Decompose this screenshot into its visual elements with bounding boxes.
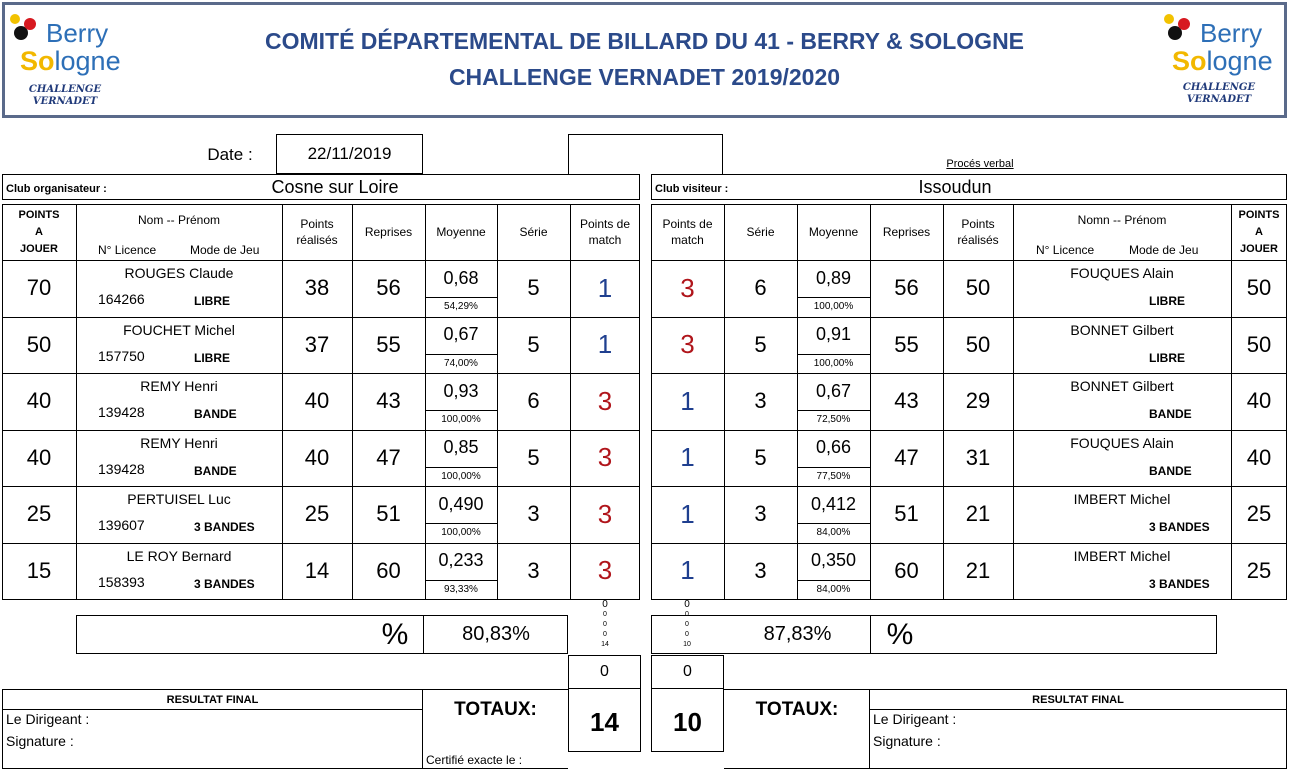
right-totaux-label: TOTAUX: <box>755 699 839 720</box>
player-name: REMY Henri <box>140 434 218 451</box>
left-pct-value: 80,83% <box>462 623 530 645</box>
right-score-table <box>651 204 1287 599</box>
header-text: match <box>671 233 704 247</box>
header-reprises: Reprises <box>882 225 931 239</box>
header-points-realises <box>282 204 352 260</box>
moyenne: 0,89 <box>815 267 852 288</box>
header-text: Points <box>961 217 995 231</box>
moyenne: 0,67 <box>815 380 852 401</box>
points-a-jouer: 40 <box>26 444 52 470</box>
points-match: 1 <box>680 498 695 529</box>
moyenne-pct: 100,00% <box>441 527 481 538</box>
serie: 5 <box>754 444 767 470</box>
game-mode: LIBRE <box>194 294 230 308</box>
game-mode: 3 BANDES <box>194 520 255 534</box>
right-total: 10 <box>673 706 702 737</box>
moyenne: 0,85 <box>443 437 479 457</box>
header-points-match <box>570 204 640 260</box>
points-match: 3 <box>680 329 695 360</box>
moyenne: 0,91 <box>815 324 852 344</box>
reprises: 47 <box>894 444 919 470</box>
moyenne-pct: 100,00% <box>813 301 854 312</box>
moyenne: 0,233 <box>438 550 484 570</box>
moyenne: 0,93 <box>443 380 479 401</box>
moyenne-pct: 77,50% <box>816 470 851 482</box>
points-a-jouer: 25 <box>1246 501 1272 527</box>
points-match: 3 <box>597 498 613 529</box>
serie: 3 <box>754 557 767 583</box>
header-points-realises <box>943 204 1013 260</box>
points-match: 1 <box>597 272 613 303</box>
right-small-values: 0 0 0 0 10 <box>683 599 691 648</box>
left-small-values: 0 0 0 0 14 <box>601 599 609 648</box>
player-name: PERTUISEL Luc <box>127 491 231 507</box>
player-name: BONNET Gilbert <box>1070 321 1174 338</box>
header-licence: N° Licence <box>98 243 157 257</box>
right-pct-value: 87,83% <box>763 623 832 645</box>
reprises: 43 <box>376 388 401 414</box>
points-realises: 50 <box>965 331 991 357</box>
serie: 6 <box>754 275 767 301</box>
right-dirigeant: Le Dirigeant : <box>873 711 957 727</box>
player-name: BONNET Gilbert <box>1070 378 1174 394</box>
moyenne-pct: 84,00% <box>816 527 851 538</box>
player-licence: 139428 <box>98 404 145 420</box>
serie: 3 <box>754 501 767 527</box>
club-vis-value: Issoudun <box>918 176 992 197</box>
points-realises: 21 <box>965 557 991 583</box>
page-subtitle: CHALLENGE VERNADET 2019/2020 <box>448 64 841 90</box>
points-a-jouer: 40 <box>1246 444 1272 470</box>
header-mode: Mode de Jeu <box>1129 243 1199 257</box>
moyenne-pct: 84,00% <box>816 583 851 595</box>
moyenne: 0,68 <box>443 267 479 288</box>
points-a-jouer: 70 <box>26 275 52 301</box>
header-text: POINTS <box>18 208 60 221</box>
header-nom-prenom: Nomn -- Prénom <box>1077 213 1167 227</box>
game-mode: 3 BANDES <box>1149 520 1210 534</box>
player-licence: 139428 <box>98 460 145 477</box>
player-name: LE ROY Bernard <box>126 547 232 564</box>
header-text: réalisés <box>957 233 999 247</box>
serie: 5 <box>754 331 767 357</box>
moyenne-pct: 74,00% <box>444 357 478 369</box>
player-name: FOUQUES Alain <box>1070 434 1174 451</box>
points-realises: 21 <box>965 501 991 527</box>
player-licence: 164266 <box>98 291 145 307</box>
header-serie: Série <box>746 225 775 239</box>
points-realises: 38 <box>304 275 330 301</box>
points-realises: 14 <box>304 557 330 583</box>
player-name: IMBERT Michel <box>1073 547 1171 564</box>
moyenne: 0,350 <box>810 550 857 570</box>
moyenne-pct: 100,00% <box>813 357 854 369</box>
right-pct-symbol: % <box>886 617 914 651</box>
game-mode: LIBRE <box>1149 350 1185 365</box>
serie: 5 <box>527 331 540 357</box>
club-vis-label: Club visiteur : <box>655 183 729 195</box>
header-reprises: Reprises <box>364 225 413 239</box>
serie: 5 <box>527 275 540 301</box>
page-title: COMITÉ DÉPARTEMENTAL DE BILLARD DU 41 - BERRY & SOLOGNE <box>264 28 1025 54</box>
reprises: 60 <box>376 557 401 583</box>
points-a-jouer: 50 <box>26 331 52 357</box>
header-text: JOUER <box>1240 242 1278 255</box>
serie: 3 <box>754 388 767 414</box>
right-signature: Signature : <box>873 733 941 749</box>
reprises: 43 <box>894 388 919 414</box>
club-org-label: Club organisateur : <box>6 183 107 195</box>
header-serie: Série <box>519 225 548 239</box>
serie: 3 <box>527 557 540 583</box>
moyenne: 0,67 <box>443 324 479 344</box>
moyenne-pct: 72,50% <box>816 414 851 425</box>
game-mode: LIBRE <box>194 350 230 365</box>
player-name: IMBERT Michel <box>1073 491 1171 507</box>
points-a-jouer: 40 <box>26 388 52 414</box>
date-label: Date : <box>207 145 253 164</box>
header-moyenne: Moyenne <box>808 225 859 239</box>
points-match: 1 <box>680 555 695 586</box>
left-signature: Signature : <box>6 733 74 749</box>
serie: 6 <box>527 388 540 414</box>
game-mode: BANDE <box>194 407 237 421</box>
moyenne-pct: 54,29% <box>444 301 478 312</box>
player-name: FOUCHET Michel <box>123 321 235 338</box>
points-realises: 29 <box>965 388 991 414</box>
header-text: Points <box>300 217 334 231</box>
points-match: 3 <box>597 442 613 473</box>
points-match: 1 <box>597 329 613 360</box>
right-zero: 0 <box>683 663 692 680</box>
header-text: JOUER <box>20 242 58 255</box>
reprises: 60 <box>894 557 919 583</box>
right-resultat-final: RESULTAT FINAL <box>1032 693 1124 706</box>
player-name: ROUGES Claude <box>124 265 234 281</box>
points-realises: 40 <box>304 388 330 414</box>
game-mode: BANDE <box>1149 407 1192 421</box>
header-banner <box>2 2 1287 118</box>
reprises: 51 <box>894 501 919 527</box>
date-value: 22/11/2019 <box>307 144 392 163</box>
header-points-a-jouer <box>2 204 76 260</box>
points-match: 3 <box>597 385 613 416</box>
left-totaux-label: TOTAUX: <box>454 699 537 720</box>
points-realises: 31 <box>965 444 991 470</box>
left-score-table <box>2 204 640 599</box>
player-licence: 139607 <box>98 517 145 533</box>
reprises: 47 <box>376 444 401 470</box>
points-match: 3 <box>597 555 613 586</box>
reprises: 56 <box>376 275 401 301</box>
club-org-value: Cosne sur Loire <box>271 176 399 197</box>
moyenne: 0,412 <box>810 493 857 514</box>
header-text: Points de <box>662 217 713 231</box>
points-realises: 37 <box>304 331 330 357</box>
proces-verbal: Procés verbal <box>946 158 1014 170</box>
moyenne-pct: 100,00% <box>441 414 481 425</box>
left-dirigeant: Le Dirigeant : <box>6 711 90 727</box>
game-mode: 3 BANDES <box>1149 576 1210 591</box>
points-a-jouer: 40 <box>1246 388 1272 414</box>
points-realises: 40 <box>304 444 330 470</box>
moyenne: 0,490 <box>438 493 484 514</box>
left-total: 14 <box>590 706 619 737</box>
player-name: FOUQUES Alain <box>1070 265 1174 281</box>
player-licence: 158393 <box>98 573 145 590</box>
points-realises: 25 <box>304 501 330 527</box>
left-zero: 0 <box>600 663 609 680</box>
header-text: réalisés <box>296 233 338 247</box>
game-mode: BANDE <box>1149 463 1192 478</box>
game-mode: LIBRE <box>1149 294 1185 308</box>
serie: 5 <box>527 444 540 470</box>
moyenne-pct: 100,00% <box>441 470 481 482</box>
header-licence: N° Licence <box>1036 243 1095 257</box>
logo-right: Berry Sologne CHALLENGE VERNADET <box>1164 12 1289 112</box>
game-mode: BANDE <box>194 463 237 478</box>
logo-left: Berry Sologne CHALLENGE VERNADET <box>10 12 140 112</box>
header-points-match <box>651 204 724 260</box>
points-match: 1 <box>680 442 695 473</box>
points-a-jouer: 15 <box>26 557 52 583</box>
header-mode: Mode de Jeu <box>190 243 260 257</box>
moyenne: 0,66 <box>815 437 852 457</box>
header-text: Points de <box>579 217 631 231</box>
header-points-a-jouer <box>1231 204 1287 260</box>
header-moyenne: Moyenne <box>436 225 486 239</box>
game-mode: 3 BANDES <box>194 576 255 591</box>
reprises: 56 <box>894 275 919 301</box>
points-a-jouer: 50 <box>1246 275 1272 301</box>
points-a-jouer: 50 <box>1246 331 1272 357</box>
points-realises: 50 <box>965 275 991 301</box>
header-text: POINTS <box>1238 208 1280 221</box>
points-match: 3 <box>680 272 695 303</box>
points-match: 1 <box>680 385 695 416</box>
header-text: A <box>1255 225 1263 238</box>
points-a-jouer: 25 <box>26 501 52 527</box>
header-nom-prenom: Nom -- Prénom <box>137 213 220 227</box>
points-a-jouer: 25 <box>1246 557 1272 583</box>
reprises: 51 <box>376 501 401 527</box>
header-text: A <box>35 225 43 238</box>
serie: 3 <box>527 501 540 527</box>
reprises: 55 <box>894 331 919 357</box>
player-name: REMY Henri <box>140 378 218 394</box>
blank-box <box>568 134 723 174</box>
certifie-label: Certifié exacte le : <box>426 753 523 767</box>
left-pct-symbol: % <box>381 617 409 651</box>
player-licence: 157750 <box>98 347 145 364</box>
left-resultat-final: RESULTAT FINAL <box>166 693 259 706</box>
reprises: 55 <box>376 331 401 357</box>
moyenne-pct: 93,33% <box>444 583 478 595</box>
header-text: match <box>588 233 622 247</box>
